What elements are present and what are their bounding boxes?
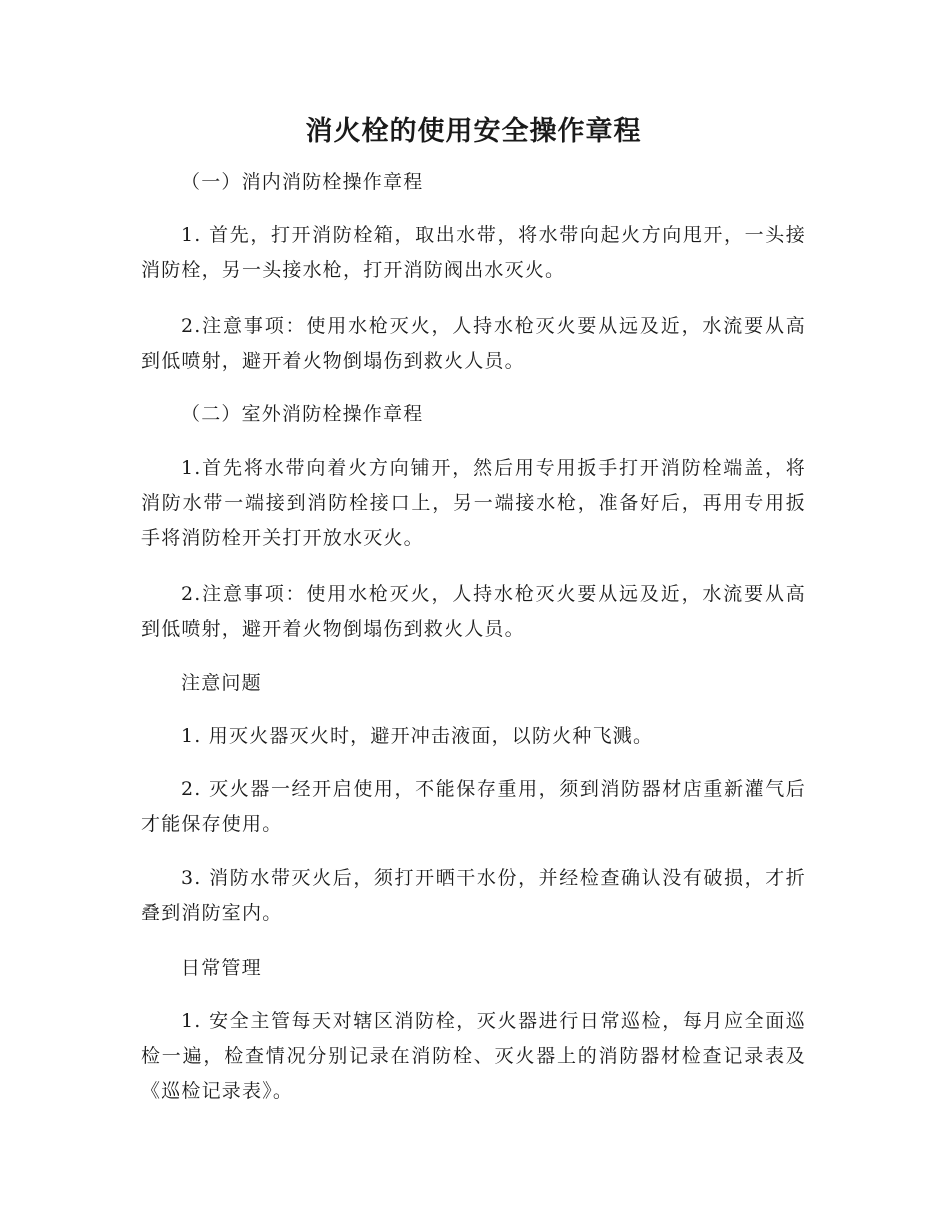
paragraph-daily-management-1: 1. 安全主管每天对辖区消防栓，灭火器进行日常巡检，每月应全面巡检一遍，检查情况分别记录在消防栓、灭火器上的消防器材检查记录表及《巡检记录表》。	[141, 1010, 806, 1102]
document-title: 消火栓的使用安全操作章程	[305, 116, 642, 147]
section-heading-indoor: （一）消内消防栓操作章程	[181, 171, 424, 193]
section-heading-outdoor: （二）室外消防栓操作章程	[181, 403, 424, 425]
section-heading-precautions: 注意问题	[181, 672, 262, 694]
paragraph-precaution-1: 1. 用灭火器灭火时，避开冲击液面，以防火种飞溅。	[181, 725, 654, 747]
paragraph-outdoor-step-1: 1.首先将水带向着火方向铺开，然后用专用扳手打开消防栓端盖，将消防水带一端接到消防栓接口上，另一端接水枪，准备好后，再用专用扳手将消防栓开关打开放水灭火。	[141, 457, 806, 549]
paragraph-precaution-2: 2. 灭火器一经开启使用，不能保存重用，须到消防器材店重新灌气后才能保存使用。	[141, 778, 806, 835]
paragraph-indoor-step-1: 1. 首先，打开消防栓箱，取出水带，将水带向起火方向甩开，一头接消防栓，另一头接水枪，打开消防阀出水灭火。	[141, 224, 806, 281]
paragraph-precaution-3: 3. 消防水带灭火后，须打开晒干水份，并经检查确认没有破损，才折叠到消防室内。	[141, 867, 806, 924]
section-heading-daily-management: 日常管理	[181, 957, 262, 979]
paragraph-outdoor-notes: 2.注意事项：使用水枪灭火，人持水枪灭火要从远及近，水流要从高到低喷射，避开着火物倒塌伤到救火人员。	[141, 583, 806, 640]
paragraph-indoor-notes: 2.注意事项：使用水枪灭火，人持水枪灭火要从远及近，水流要从高到低喷射，避开着火物倒塌伤到救火人员。	[141, 315, 806, 372]
